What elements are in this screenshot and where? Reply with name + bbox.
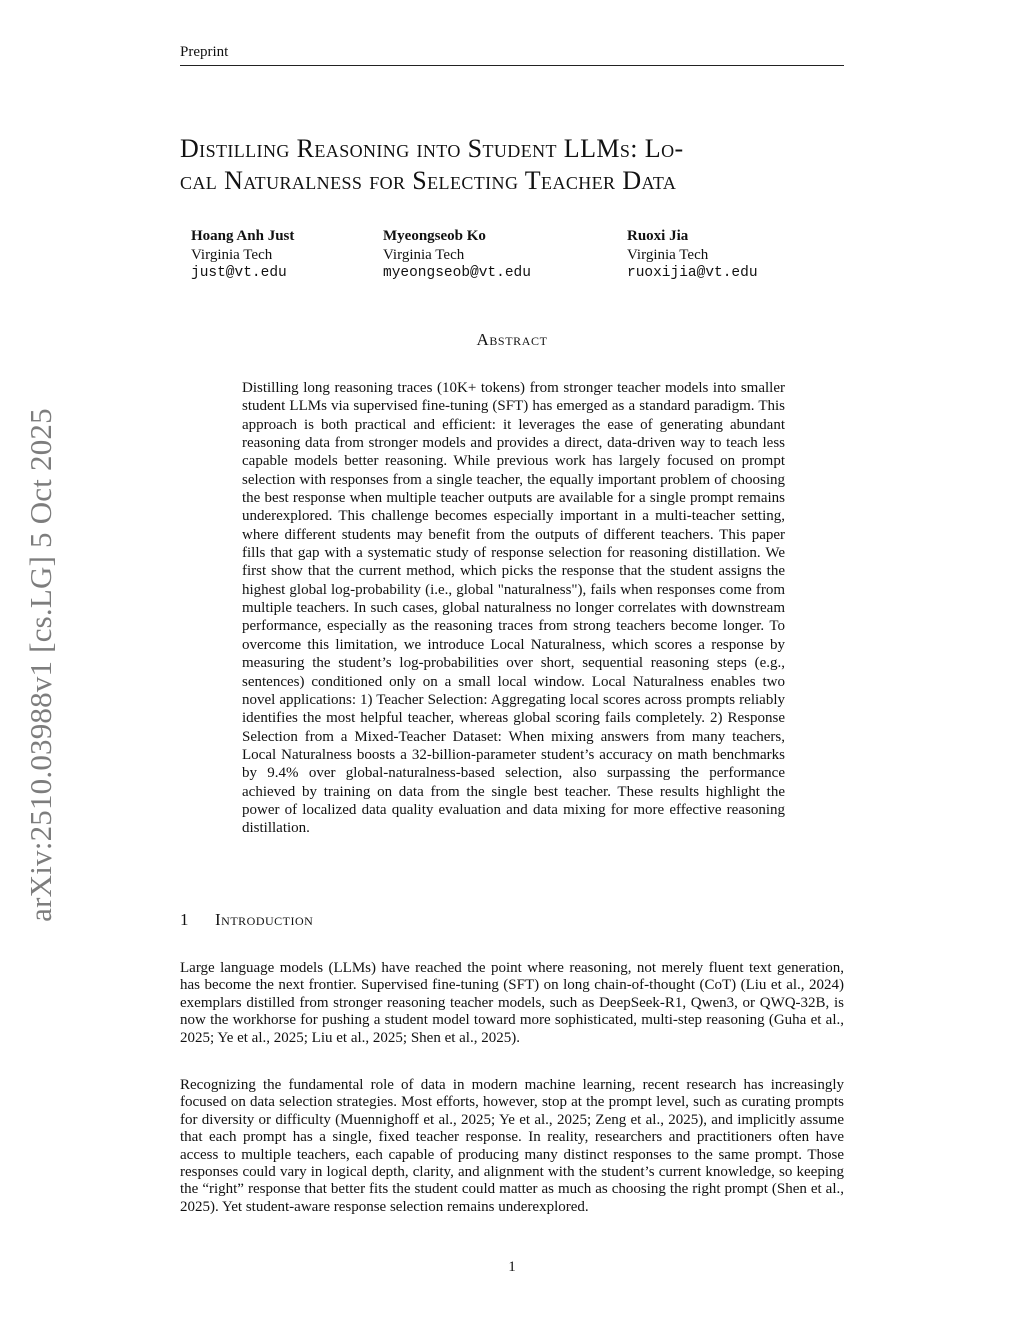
author-affiliation: Virginia Tech xyxy=(191,246,273,263)
section-number: 1 xyxy=(180,910,189,929)
author-3 xyxy=(627,227,758,283)
paper-title xyxy=(180,133,852,197)
author-2 xyxy=(383,227,531,283)
author-email[interactable]: myeongseob@vt.edu xyxy=(383,265,531,281)
title-line-2: cal Naturalness for Selecting Teacher Data xyxy=(180,166,677,195)
arxiv-stamp-text: arXiv:2510.03988v1 [cs.LG] 5 Oct 2025 xyxy=(23,408,58,922)
author-name: Hoang Anh Just xyxy=(191,228,295,244)
abstract-text: Distilling long reasoning traces (10K+ tokens) from stronger teacher models into smaller student LLMs via supervised fine-tuning (SFT) has emerged as a standard paradigm. This approach is both practical and efficient: it leverages the ease of generating abundant reasoning data from stronger models and provides a direct, data-driven way to teach less capable models better reasoning. While previous work has largely focused on prompt selection with responses from a single teacher, the equally important problem of choosing the best response when multiple teacher outputs are available for a single prompt remains underexplored. This challenge becomes especially important in a multi-teacher setting, where different students may benefit from the outputs of different teachers. This paper fills that gap with a systematic study of response selection for reasoning distillation. We first show that the current method, which picks the response that the student assigns the highest global log-probability (i.e., global "naturalness"), fails when responses come from multiple teachers. In such cases, global naturalness no longer correlates with downstream performance, especially as the reasoning traces from strong teachers become longer. To overcome this limitation, we introduce Local Naturalness, which scores a response by measuring the student’s log-probabilities over short, sequential reasoning steps (e.g., sentences) conditioned only on a small local window. Local Naturalness enables two novel applications: 1) Teacher Selection: Aggregating local scores across prompts reliably identifies the most helpful teacher, whereas global scoring fails completely. 2) Response Selection from a Mixed-Teacher Dataset: When mixing answers from many teachers, Local Naturalness boosts a 32-billion-parameter student’s accuracy on math benchmarks by 9.4% over global-naturalness-based selection, also surpassing the performance achieved by training on data from the single best teacher. These results highlight the power of localized data quality evaluation and data mixing for more effective reasoning distillation. xyxy=(242,380,785,837)
author-affiliation: Virginia Tech xyxy=(627,246,709,263)
page-number: 1 xyxy=(508,1259,516,1275)
author-email[interactable]: just@vt.edu xyxy=(191,265,287,281)
intro-paragraph-2: Recognizing the fundamental role of data in modern machine learning, recent research has increasingly focused on data selection strategies. Most efforts, however, stop at the prompt level, such as curating prompts for diversity or difficulty (Muennighoff et al., 2025; Ye et al., 2025; Zeng et al., 2025), and implicitly assume that each prompt has a single, fixed teacher response. In reality, researchers and practitioners often have access to multiple teachers, each capable of producing many distinct responses to the same prompt. Those responses could vary in logical depth, clarity, and alignment with the student’s current knowledge, so keeping the “right” response that better fits the student could matter as much as choosing the right prompt (Shen et al., 2025). Yet student-aware response selection remains underexplored. xyxy=(180,1077,844,1215)
section-title: Introduction xyxy=(215,910,314,929)
author-affiliation: Virginia Tech xyxy=(383,246,465,263)
author-name: Myeongseob Ko xyxy=(383,228,486,244)
title-line-1: Distilling Reasoning into Student LLMs: Lo- xyxy=(180,134,684,163)
author-email[interactable]: ruoxijia@vt.edu xyxy=(627,265,758,281)
section-heading xyxy=(180,910,313,930)
author-name: Ruoxi Jia xyxy=(627,228,689,244)
author-block xyxy=(0,227,1024,287)
abstract-heading: Abstract xyxy=(476,330,548,349)
author-1 xyxy=(191,227,294,283)
arxiv-stamp[interactable] xyxy=(21,380,61,950)
intro-paragraph-1: Large language models (LLMs) have reached the point where reasoning, not merely fluent text generation, has become the next frontier. Supervised fine-tuning (SFT) on long chain-of-thought (CoT) (Liu et al., 2024) exemplars distilled from stronger reasoning teacher models, such as DeepSeek-R1, Qwen3, or QWQ-32B, is now the workhorse for pushing a student model toward more sophisticated, multi-step reasoning (Guha et al., 2025; Ye et al., 2025; Liu et al., 2025; Shen et al., 2025). xyxy=(180,960,844,1046)
running-header: Preprint xyxy=(180,44,229,60)
header-rule xyxy=(180,65,844,66)
